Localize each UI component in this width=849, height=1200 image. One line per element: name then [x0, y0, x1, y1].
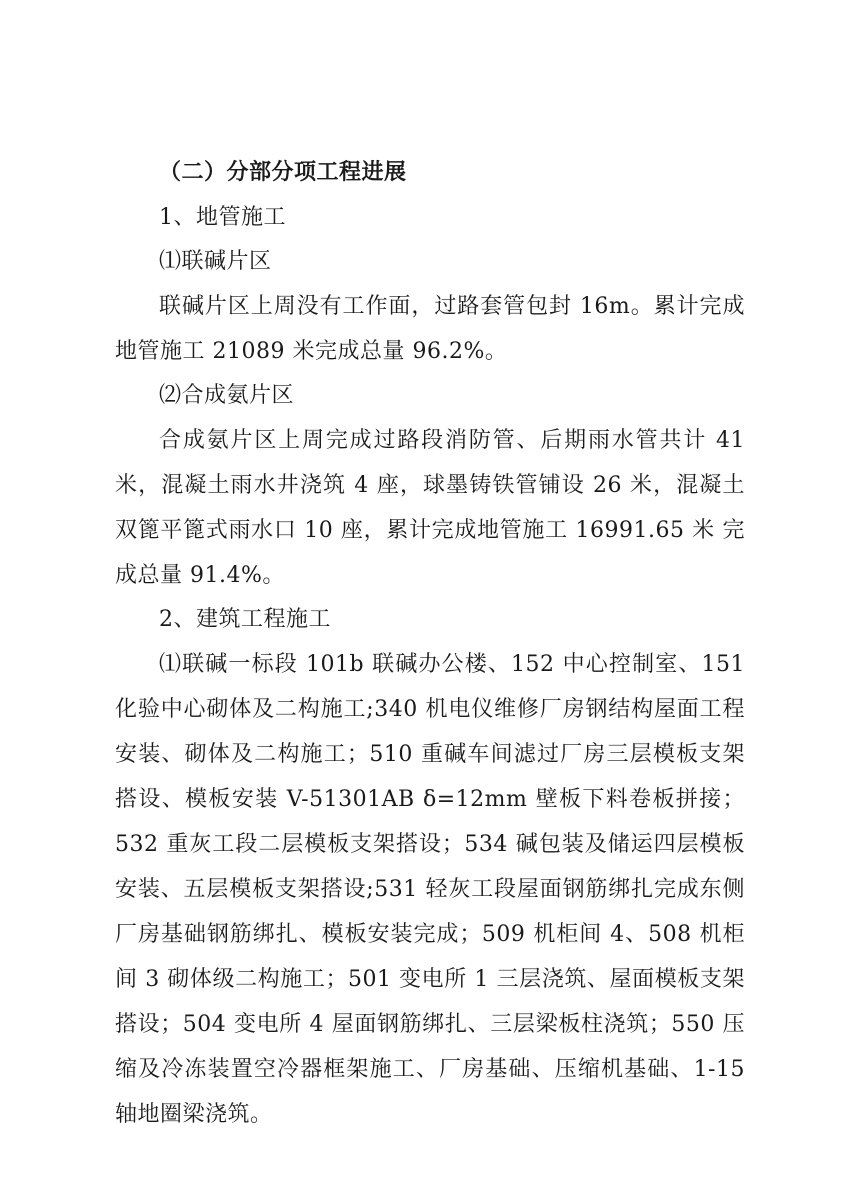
paragraph-hechengan: 合成氨片区上周完成过路段消防管、后期雨水管共计 41 米，混凝土雨水井浇筑 4 座，球墨铸铁管铺设 26 米，混凝土双篦平篦式雨水口 10 座，累计完成地管施工 16991.65 米 完成总量 91.4%。	[115, 428, 745, 588]
section-title: （二）分部分项工程进展	[159, 159, 407, 185]
subsection-title-pipes: 1、地管施工	[159, 205, 286, 230]
subsection-title-construction: 2、建筑工程施工	[159, 607, 331, 632]
document-body	[115, 150, 745, 1137]
item-title-hechengan: ⑵合成氨片区	[159, 383, 295, 408]
paragraph-construction: ⑴联碱一标段 101b 联碱办公楼、152 中心控制室、151 化验中心砌体及二构施工;340 机电仪维修厂房钢结构屋面工程安装、砌体及二构施工；510 重碱车间滤过厂房三层模板支架搭设、模板安装 V-51301AB δ=12mm 壁板下料卷板拼接；532 重灰工段二层模板支架搭设；534 碱包装及储运四层模板安装、五层模板支架搭设;531 轻灰工段屋面钢筋绑扎完成东侧厂房基础钢筋绑扎、模板安装完成；509 机柜间 4、508 机柜间 3 砌体级二构施工；501 变电所 1 三层浇筑、屋面模板支架搭设；504 变电所 4 屋面钢筋绑扎、三层梁板柱浇筑；550 压缩及冷冻装置空冷器框架施工、厂房基础、压缩机基础、1-15 轴地圈梁浇筑。	[115, 652, 745, 1127]
item-title-lianjian: ⑴联碱片区	[159, 249, 272, 274]
paragraph-lianjian: 联碱片区上周没有工作面，过路套管包封 16m。累计完成地管施工 21089 米完成总量 96.2%。	[115, 294, 745, 364]
